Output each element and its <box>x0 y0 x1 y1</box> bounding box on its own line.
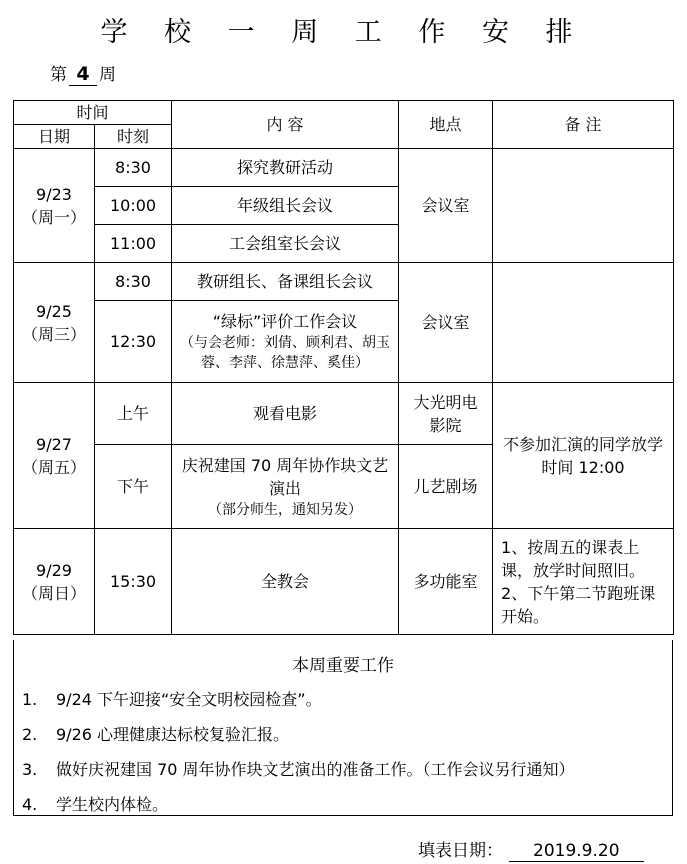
list-item-text: 学生校内体检。 <box>56 795 169 814</box>
important-work-title: 本周重要工作 <box>292 656 394 676</box>
note-cell <box>493 149 674 263</box>
place-cell: 多功能室 <box>399 529 493 635</box>
time-cell: 8:30 <box>95 149 172 187</box>
list-item: 2. 9/26 心理健康达标校复验汇报。 <box>22 725 290 744</box>
week-label <box>50 60 116 86</box>
date-cell <box>14 383 95 529</box>
content-cell: 教研组长、备课组长会议 <box>172 263 399 301</box>
place-cell: 大光明电影院 <box>399 383 493 445</box>
week-number: 4 <box>69 63 97 86</box>
date-value: 9/25 <box>36 301 72 321</box>
table-row <box>14 263 674 301</box>
table-row <box>14 149 674 187</box>
note-cell: 不参加汇演的同学放学时间 12:00 <box>493 383 674 529</box>
content-main: “绿标”评价工作会议 <box>212 311 358 331</box>
fill-date-value: 2019.9.20 <box>509 841 644 862</box>
important-work-list <box>14 682 672 822</box>
weekday-value: （周日） <box>21 583 86 603</box>
weekday-value: （周三） <box>21 324 86 344</box>
date-value: 9/23 <box>36 184 72 204</box>
place-cell: 会议室 <box>399 263 493 383</box>
list-item: 3. 做好庆祝建国 70 周年协作块文艺演出的准备工作。（工作会议另行通知） <box>22 760 575 779</box>
content-cell <box>172 445 399 529</box>
time-cell: 11:00 <box>95 225 172 263</box>
note-cell: 1、按周五的课表上课，放学时间照旧。2、下午第二节跑班课开始。 <box>493 529 674 635</box>
content-cell: 观看电影 <box>172 383 399 445</box>
table-row <box>14 383 674 445</box>
date-cell <box>14 149 95 263</box>
list-item-text: 9/24 下午迎接“安全文明校园检查”。 <box>56 690 322 709</box>
weekday-value: （周五） <box>21 457 86 477</box>
page-title: 学 校 一 周 工 作 安 排 <box>100 17 587 48</box>
week-prefix: 第 <box>50 65 67 85</box>
date-value: 9/27 <box>36 434 72 454</box>
date-cell <box>14 263 95 383</box>
header-note: 备 注 <box>493 101 674 149</box>
time-cell: 15:30 <box>95 529 172 635</box>
time-cell: 12:30 <box>95 301 172 383</box>
place-cell: 会议室 <box>399 149 493 263</box>
fill-date-label: 填表日期： <box>418 841 503 861</box>
date-value: 9/29 <box>36 560 72 580</box>
schedule-table <box>13 100 674 635</box>
date-cell <box>14 529 95 635</box>
note-cell <box>493 263 674 383</box>
header-time: 时间 <box>14 101 172 125</box>
content-main: 庆祝建国 70 周年协作块文艺演出 <box>181 455 389 498</box>
content-cell: 年级组长会议 <box>172 187 399 225</box>
important-work-section <box>13 640 673 816</box>
time-cell: 下午 <box>95 445 172 529</box>
header-date: 日期 <box>14 125 95 149</box>
content-cell <box>172 301 399 383</box>
time-cell: 8:30 <box>95 263 172 301</box>
content-cell: 探究教研活动 <box>172 149 399 187</box>
list-item: 4. 学生校内体检。 <box>22 795 169 814</box>
time-cell: 上午 <box>95 383 172 445</box>
weekday-value: （周一） <box>21 207 86 227</box>
header-content: 内 容 <box>172 101 399 149</box>
fill-date <box>418 836 644 862</box>
content-cell: 全教会 <box>172 529 399 635</box>
place-cell: 儿艺剧场 <box>399 445 493 529</box>
week-suffix: 周 <box>99 65 116 85</box>
header-row <box>14 101 674 125</box>
table-row <box>14 529 674 635</box>
content-cell: 工会组室长会议 <box>172 225 399 263</box>
list-item-text: 做好庆祝建国 70 周年协作块文艺演出的准备工作。（工作会议另行通知） <box>56 760 575 779</box>
content-sub: （部分师生，通知另发） <box>208 501 363 518</box>
content-sub: （与会老师：刘倩、顾利君、胡玉蓉、李萍、徐慧萍、奚佳） <box>180 335 391 372</box>
time-cell: 10:00 <box>95 187 172 225</box>
header-place: 地点 <box>399 101 493 149</box>
header-moment: 时刻 <box>95 125 172 149</box>
list-item: 1. 9/24 下午迎接“安全文明校园检查”。 <box>22 690 322 709</box>
list-item-text: 9/26 心理健康达标校复验汇报。 <box>56 725 290 744</box>
